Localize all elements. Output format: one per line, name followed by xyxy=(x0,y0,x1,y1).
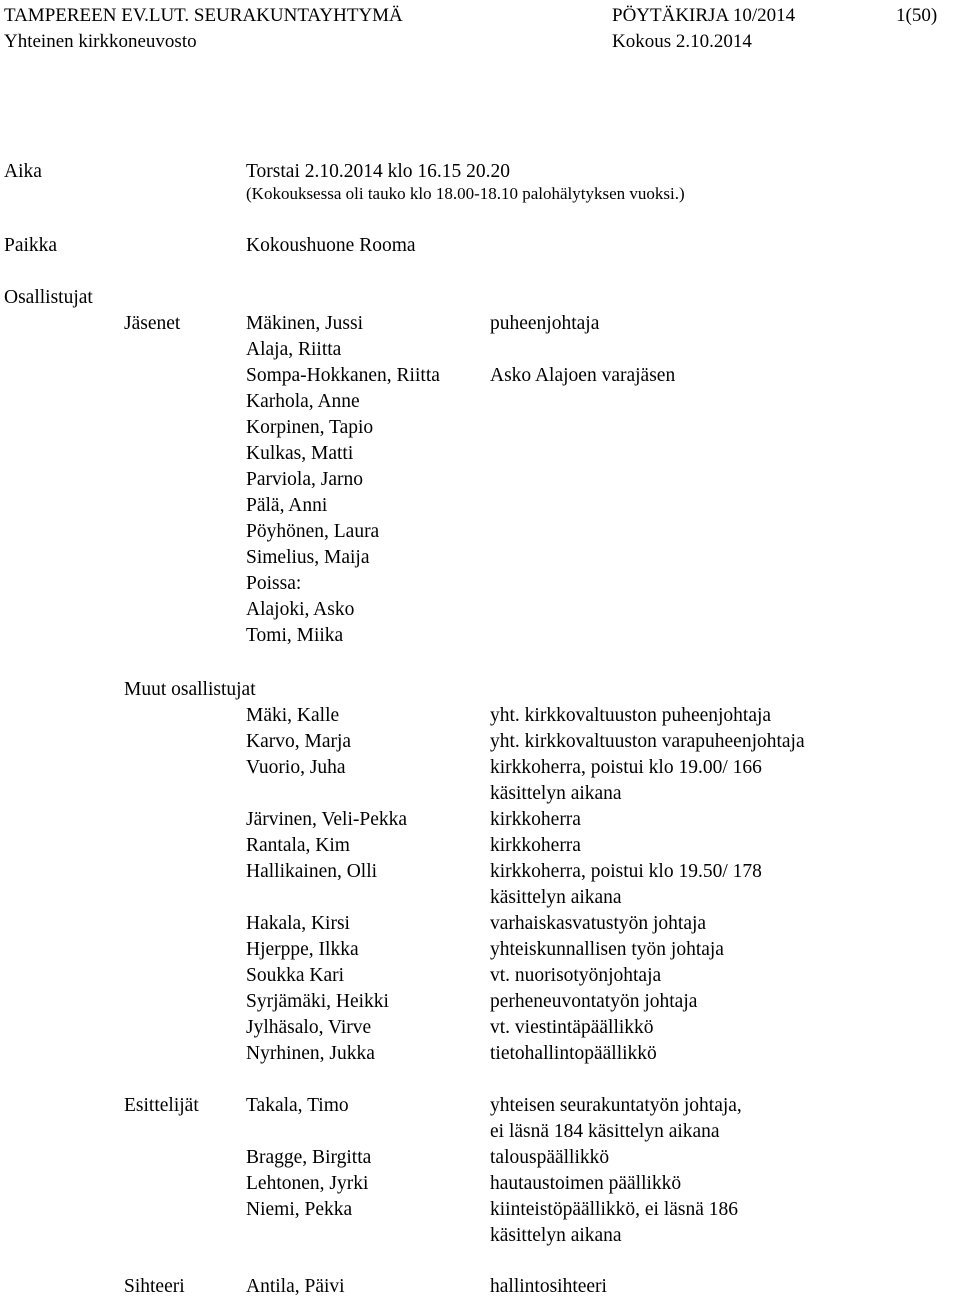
participant-name: Hakala, Kirsi xyxy=(246,913,350,934)
participant-name: Jylhäsalo, Virve xyxy=(246,1017,372,1038)
presenter-role: kiinteistöpäällikkö, ei läsnä 186 xyxy=(490,1199,739,1220)
participant-name: Vuorio, Juha xyxy=(246,757,346,778)
member-name: Karhola, Anne xyxy=(246,391,360,412)
member-role xyxy=(490,337,675,363)
member-name: Simelius, Maija xyxy=(246,547,370,568)
presenters-roles xyxy=(490,1093,742,1249)
organization-name: TAMPEREEN EV.LUT. SEURAKUNTAYHTYMÄ xyxy=(4,5,403,26)
page-number: 1(50) xyxy=(896,5,938,26)
participant-name: Nyrhinen, Jukka xyxy=(246,1043,375,1064)
participant-role: kirkkoherra xyxy=(490,835,581,856)
others-roles xyxy=(490,703,805,1067)
member-name: Parviola, Jarno xyxy=(246,469,363,490)
participant-role: yhteiskunnallisen työn johtaja xyxy=(490,939,724,960)
presenter-name xyxy=(246,1119,371,1145)
presenter-name: Lehtonen, Jyrki xyxy=(246,1173,369,1194)
presenter-name: Takala, Timo xyxy=(246,1095,349,1116)
members-label: Jäsenet xyxy=(124,313,181,334)
member-name: Alaja, Riitta xyxy=(246,339,342,360)
participant-role: tietohallintopäällikkö xyxy=(490,1043,657,1064)
time-note: (Kokouksessa oli tauko klo 18.00-18.10 palohälytyksen vuoksi.) xyxy=(246,184,685,203)
body-name: Yhteinen kirkkoneuvosto xyxy=(4,31,197,52)
place-value: Kokoushuone Rooma xyxy=(246,235,416,256)
document-number: PÖYTÄKIRJA 10/2014 xyxy=(612,5,796,26)
member-name: Kulkas, Matti xyxy=(246,443,354,464)
others-label: Muut osallistujat xyxy=(124,679,256,700)
member-name: Alajoki, Asko xyxy=(246,599,355,620)
meeting-date: Kokous 2.10.2014 xyxy=(612,31,752,52)
secretary-role: hallintosihteeri xyxy=(490,1276,607,1297)
presenter-name: Niemi, Pekka xyxy=(246,1199,353,1220)
time-label: Aika xyxy=(4,161,42,182)
place-label: Paikka xyxy=(4,235,58,256)
participant-name: Karvo, Marja xyxy=(246,731,352,752)
member-role: puheenjohtaja xyxy=(490,313,600,334)
participants-label: Osallistujat xyxy=(4,287,93,308)
participant-name: Hjerppe, Ilkka xyxy=(246,939,359,960)
presenters-label: Esittelijät xyxy=(124,1095,199,1116)
member-name: Pälä, Anni xyxy=(246,495,328,516)
participant-role: vt. nuorisotyönjohtaja xyxy=(490,965,662,986)
member-name: Sompa-Hokkanen, Riitta xyxy=(246,365,440,386)
participant-name: Rantala, Kim xyxy=(246,835,350,856)
participant-name: Soukka Kari xyxy=(246,965,345,986)
members-roles xyxy=(490,311,675,389)
participant-role: kirkkoherra, poistui klo 19.00/ 166 xyxy=(490,757,762,778)
presenter-role: käsittelyn aikana xyxy=(490,1225,622,1246)
time-value: Torstai 2.10.2014 klo 16.15 20.20 xyxy=(246,161,511,182)
presenter-role: hautaustoimen päällikkö xyxy=(490,1173,682,1194)
presenter-name xyxy=(246,1223,371,1249)
participant-name: Mäki, Kalle xyxy=(246,705,340,726)
participant-role: varhaiskasvatustyön johtaja xyxy=(490,913,707,934)
member-name: Mäkinen, Jussi xyxy=(246,313,363,334)
member-name: Tomi, Miika xyxy=(246,625,344,646)
participant-role: vt. viestintäpäällikkö xyxy=(490,1017,654,1038)
participant-name xyxy=(246,781,407,807)
presenter-name: Bragge, Birgitta xyxy=(246,1147,372,1168)
participant-role: käsittelyn aikana xyxy=(490,887,622,908)
participant-name xyxy=(246,885,407,911)
participant-role: perheneuvontatyön johtaja xyxy=(490,991,698,1012)
member-role: Asko Alajoen varajäsen xyxy=(490,365,676,386)
member-name: Pöyhönen, Laura xyxy=(246,521,380,542)
others-names xyxy=(246,703,407,1067)
presenters-names xyxy=(246,1093,371,1249)
participant-role: kirkkoherra xyxy=(490,809,581,830)
member-name: Korpinen, Tapio xyxy=(246,417,374,438)
participant-name: Järvinen, Veli-Pekka xyxy=(246,809,408,830)
participant-name: Syrjämäki, Heikki xyxy=(246,991,389,1012)
participant-role: yht. kirkkovaltuuston varapuheenjohtaja xyxy=(490,731,805,752)
members-list xyxy=(246,311,440,649)
presenter-role: yhteisen seurakuntatyön johtaja, xyxy=(490,1095,742,1116)
participant-role: käsittelyn aikana xyxy=(490,783,622,804)
presenter-role: talouspäällikkö xyxy=(490,1147,610,1168)
secretary-name: Antila, Päivi xyxy=(246,1276,345,1297)
participant-role: yht. kirkkovaltuuston puheenjohtaja xyxy=(490,705,772,726)
secretary-label: Sihteeri xyxy=(124,1276,185,1297)
presenter-role: ei läsnä 184 käsittelyn aikana xyxy=(490,1121,720,1142)
absent-label: Poissa: xyxy=(246,573,302,594)
participant-role: kirkkoherra, poistui klo 19.50/ 178 xyxy=(490,861,762,882)
participant-name: Hallikainen, Olli xyxy=(246,861,378,882)
